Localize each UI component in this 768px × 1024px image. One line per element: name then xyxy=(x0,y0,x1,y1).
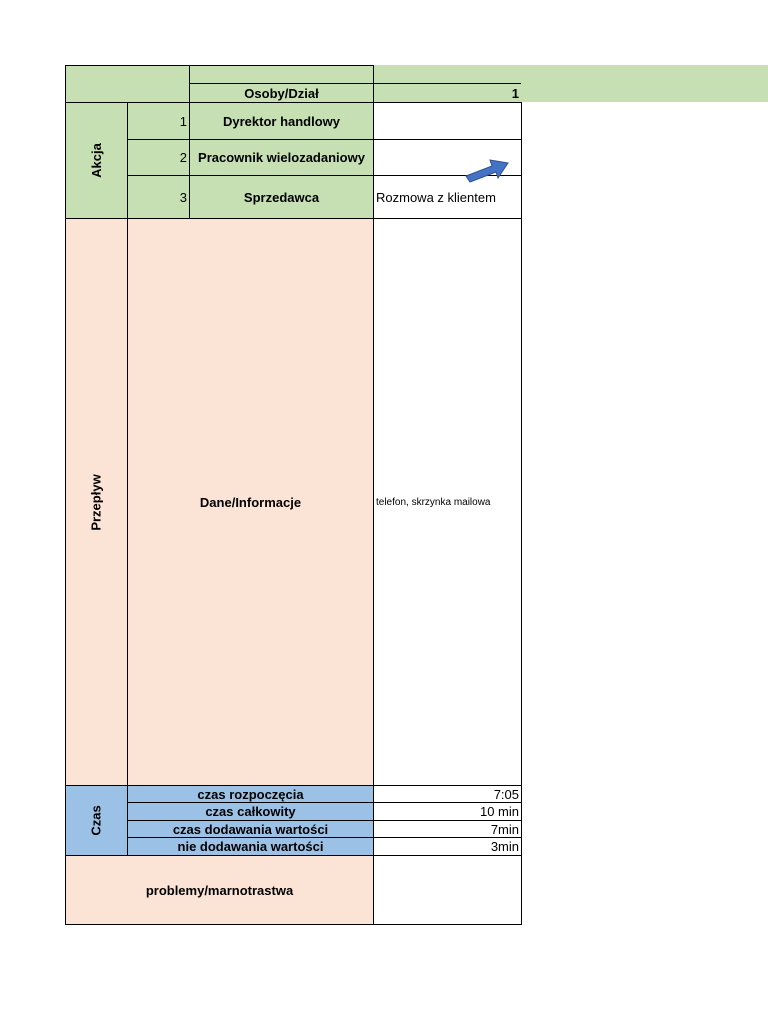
problemy-value[interactable] xyxy=(373,855,522,925)
dane-informacje-label: Dane/Informacje xyxy=(127,218,374,786)
czas-calkowity-label: czas całkowity xyxy=(127,802,374,821)
header-green-band xyxy=(373,65,768,84)
header-top-blank xyxy=(189,65,374,84)
czas-dodawania-value[interactable]: 7min xyxy=(373,820,522,838)
akcja-row-1-value[interactable] xyxy=(373,102,522,140)
header-corner xyxy=(65,65,190,103)
akcja-row-1-name: Dyrektor handlowy xyxy=(189,102,374,140)
header-green-band-lower xyxy=(521,83,768,102)
nie-dodawania-value[interactable]: 3min xyxy=(373,837,522,856)
akcja-row-3-name: Sprzedawca xyxy=(189,175,374,219)
arrow-right-icon[interactable] xyxy=(462,154,512,188)
przeplyw-label: Przepływ xyxy=(65,218,128,786)
akcja-row-3-value[interactable]: Rozmowa z klientem xyxy=(373,175,522,219)
czas-rozpoczecia-value[interactable]: 7:05 xyxy=(373,785,522,803)
dane-informacje-value[interactable]: telefon, skrzynka mailowa xyxy=(373,218,522,786)
akcja-row-3-num: 3 xyxy=(127,175,190,219)
osoby-dzial-label: Osoby/Dział xyxy=(189,83,374,103)
nie-dodawania-label: nie dodawania wartości xyxy=(127,837,374,856)
column-number: 1 xyxy=(373,83,522,103)
czas-calkowity-value[interactable]: 10 min xyxy=(373,802,522,821)
czas-dodawania-label: czas dodawania wartości xyxy=(127,820,374,838)
czas-label: Czas xyxy=(65,785,128,856)
akcja-row-2-num: 2 xyxy=(127,139,190,176)
akcja-label: Akcja xyxy=(65,102,128,219)
problemy-label: problemy/marnotrastwa xyxy=(65,855,374,925)
akcja-row-2-name: Pracownik wielozadaniowy xyxy=(189,139,374,176)
akcja-row-1-num: 1 xyxy=(127,102,190,140)
czas-rozpoczecia-label: czas rozpoczęcia xyxy=(127,785,374,803)
